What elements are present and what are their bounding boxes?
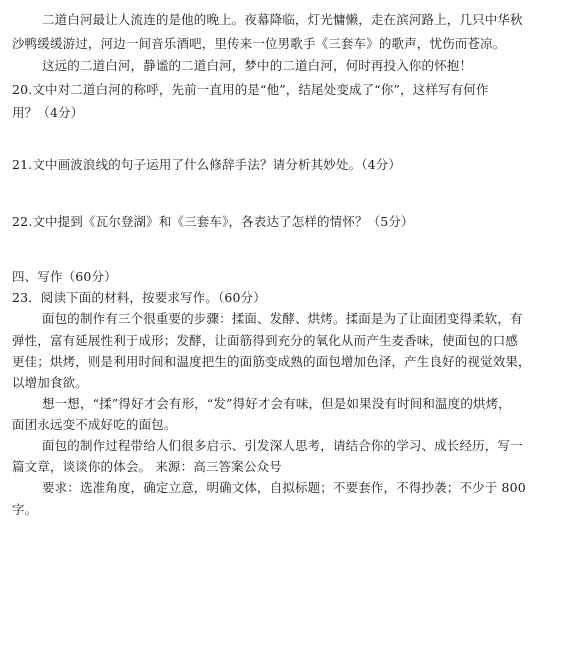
material-line-5: 想一想，“揉”得好才会有形，“发”得好才会有味，但是如果没有时间和温度的烘烤， (42, 396, 511, 411)
passage-line-3: 这远的二道白河，静谧的二道白河，梦中的二道白河，何时再投入你的怀抱！ (42, 58, 473, 73)
material-line-4: 以增加食欲。 (12, 375, 88, 390)
material-line-3: 更佳；烘烤，则是利用时间和温度把生的面筋变成熟的面包增加色泽，产生良好的视觉效果， (12, 354, 531, 369)
material-line-8: 篇文章，谈谈你的体会。 来源：高三答案公众号 (12, 459, 282, 474)
section-title-writing: 四、写作（60分） (12, 269, 117, 284)
material-line-7: 面包的制作过程带给人们很多启示、引发深人思考，请结合你的学习、成长经历，写一 (42, 438, 523, 453)
question-22: 22.文中提到《瓦尔登湖》和《三套车》，各表达了怎样的情怀？（5分） (12, 214, 414, 229)
passage-line-2: 沙鸭缓缓游过，河边一间音乐酒吧，里传来一位男歌手《三套车》的歌声，忧伤而苍凉。 (12, 36, 506, 51)
question-20-line-2: 用？（4分） (12, 105, 84, 120)
question-23-title: 23．阅读下面的材料，按要求写作。（60分） (12, 290, 266, 305)
requirement-line-1: 要求：选准角度，确定立意，明确文体，自拟标题；不要套作，不得抄袭；不少于 800 (42, 480, 526, 495)
material-line-1: 面包的制作有三个很重要的步骤：揉面、发酵、烘烤。揉面是为了让面团变得柔软，有 (42, 311, 523, 326)
material-line-6: 面团永远变不成好吃的面包。 (12, 417, 177, 432)
material-line-2: 弹性，富有延展性利于成形；发酵，让面筋得到充分的氧化从而产生麦香味，使面包的口感 (12, 333, 519, 348)
question-21: 21.文中画波浪线的句子运用了什么修辞手法？请分析其妙处。（4分） (12, 157, 402, 172)
requirement-line-2: 字。 (12, 502, 38, 517)
passage-line-1: 二道白河最让人流连的是他的晚上。夜幕降临，灯光慵懒，走在滨河路上，几只中华秋 (42, 12, 523, 27)
question-20-line-1: 20.文中对二道白河的称呼，先前一直用的是“他”，结尾处变成了“你”，这样写有何作 (12, 82, 489, 97)
